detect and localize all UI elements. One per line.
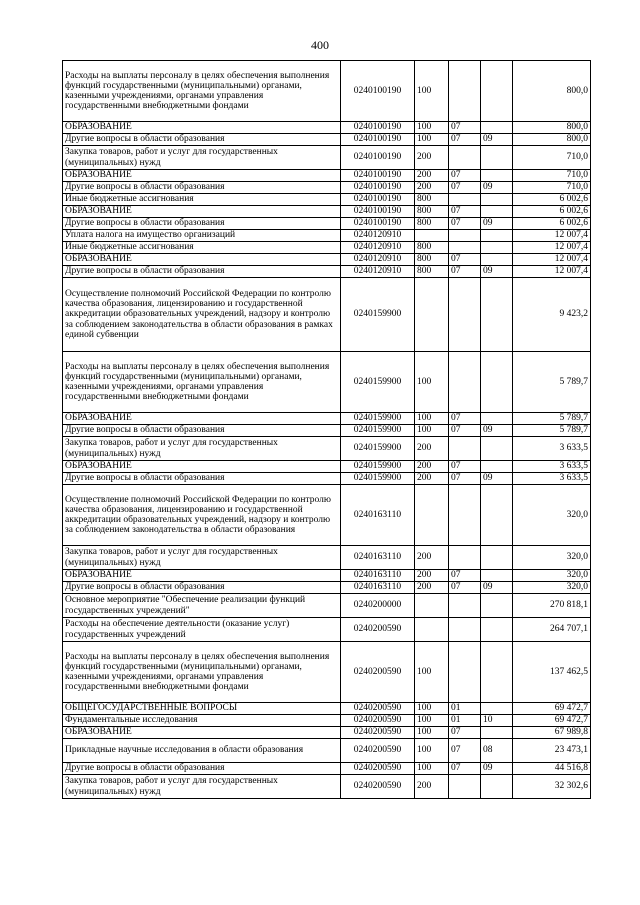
row-subsection xyxy=(481,413,513,425)
row-amount: 69 472,7 xyxy=(513,715,591,727)
row-subsection xyxy=(481,242,513,254)
table-row xyxy=(63,170,591,182)
row-expense-type: 800 xyxy=(415,218,449,230)
row-subsection xyxy=(481,206,513,218)
row-target-code: 0240100190 xyxy=(341,218,415,230)
row-amount: 270 818,1 xyxy=(513,594,591,618)
row-amount: 710,0 xyxy=(513,146,591,170)
row-subsection xyxy=(481,194,513,206)
row-section: 07 xyxy=(449,727,481,739)
row-name: Расходы на выплаты персоналу в целях обеспечения выполнения функций государственными (муниципальными) органами, казенными учреждениями, органами управления государственными внебюджетными фондами xyxy=(63,352,341,413)
row-section: 07 xyxy=(449,170,481,182)
row-section: 07 xyxy=(449,763,481,775)
row-expense-type: 200 xyxy=(415,170,449,182)
row-name: Осуществление полномочий Российской Федерации по контролю качества образования, лицензированию и государственной аккредитации образовательных учреждений, надзору и контролю за соблюдением законодательства в области образования в рамках единой субвенции xyxy=(63,278,341,352)
row-expense-type xyxy=(415,594,449,618)
row-subsection: 09 xyxy=(481,763,513,775)
row-name: Другие вопросы в области образования xyxy=(63,473,341,485)
row-expense-type: 100 xyxy=(415,715,449,727)
row-subsection: 09 xyxy=(481,266,513,278)
row-expense-type: 200 xyxy=(415,582,449,594)
table-row xyxy=(63,206,591,218)
row-amount: 6 002,6 xyxy=(513,206,591,218)
table-row xyxy=(63,122,591,134)
row-expense-type: 100 xyxy=(415,425,449,437)
row-name: Расходы на выплаты персоналу в целях обеспечения выполнения функций государственными (муниципальными) органами, казенными учреждениями, органами управления государственными внебюджетными фондами xyxy=(63,61,341,122)
row-expense-type xyxy=(415,485,449,546)
row-expense-type: 100 xyxy=(415,413,449,425)
row-subsection: 09 xyxy=(481,218,513,230)
row-target-code: 0240100190 xyxy=(341,182,415,194)
table-row xyxy=(63,461,591,473)
row-name: Другие вопросы в области образования xyxy=(63,134,341,146)
row-section: 07 xyxy=(449,461,481,473)
row-subsection: 09 xyxy=(481,582,513,594)
row-subsection xyxy=(481,170,513,182)
row-name: ОБРАЗОВАНИЕ xyxy=(63,254,341,266)
row-subsection xyxy=(481,546,513,570)
row-amount: 800,0 xyxy=(513,134,591,146)
row-amount: 32 302,6 xyxy=(513,775,591,799)
row-expense-type: 100 xyxy=(415,727,449,739)
row-expense-type: 100 xyxy=(415,703,449,715)
row-amount: 6 002,6 xyxy=(513,194,591,206)
row-section: 07 xyxy=(449,254,481,266)
row-name: Закупка товаров, работ и услуг для государственных (муниципальных) нужд xyxy=(63,146,341,170)
table-row xyxy=(63,485,591,546)
row-amount: 264 707,1 xyxy=(513,618,591,642)
table-row xyxy=(63,546,591,570)
row-subsection xyxy=(481,61,513,122)
row-name: Расходы на обеспечение деятельности (оказание услуг) государственных учреждений xyxy=(63,618,341,642)
row-subsection xyxy=(481,727,513,739)
row-name: Прикладные научные исследования в области образования xyxy=(63,739,341,763)
row-amount: 69 472,7 xyxy=(513,703,591,715)
row-target-code: 0240163110 xyxy=(341,582,415,594)
row-target-code: 0240159900 xyxy=(341,461,415,473)
row-subsection xyxy=(481,146,513,170)
row-expense-type: 800 xyxy=(415,194,449,206)
row-expense-type: 100 xyxy=(415,642,449,703)
row-target-code: 0240159900 xyxy=(341,278,415,352)
row-subsection xyxy=(481,642,513,703)
table-row xyxy=(63,352,591,413)
row-name: ОБРАЗОВАНИЕ xyxy=(63,206,341,218)
row-expense-type xyxy=(415,278,449,352)
row-section xyxy=(449,230,481,242)
row-amount: 12 007,4 xyxy=(513,266,591,278)
row-name: Другие вопросы в области образования xyxy=(63,182,341,194)
table-row xyxy=(63,134,591,146)
row-name: ОБРАЗОВАНИЕ xyxy=(63,461,341,473)
row-amount: 12 007,4 xyxy=(513,230,591,242)
row-target-code: 0240159900 xyxy=(341,352,415,413)
row-section xyxy=(449,352,481,413)
row-section xyxy=(449,775,481,799)
row-target-code: 0240200590 xyxy=(341,727,415,739)
row-amount: 6 002,6 xyxy=(513,218,591,230)
row-subsection xyxy=(481,437,513,461)
row-section: 07 xyxy=(449,206,481,218)
row-amount: 320,0 xyxy=(513,570,591,582)
row-target-code: 0240200000 xyxy=(341,594,415,618)
table-row xyxy=(63,242,591,254)
row-target-code: 0240200590 xyxy=(341,763,415,775)
row-target-code: 0240163110 xyxy=(341,485,415,546)
row-target-code: 0240200590 xyxy=(341,715,415,727)
row-subsection: 09 xyxy=(481,182,513,194)
table-row xyxy=(63,739,591,763)
row-amount: 9 423,2 xyxy=(513,278,591,352)
row-section: 07 xyxy=(449,134,481,146)
row-subsection xyxy=(481,461,513,473)
row-name: Уплата налога на имущество организаций xyxy=(63,230,341,242)
row-subsection xyxy=(481,570,513,582)
row-subsection xyxy=(481,254,513,266)
row-expense-type: 800 xyxy=(415,254,449,266)
row-expense-type xyxy=(415,230,449,242)
row-amount: 12 007,4 xyxy=(513,254,591,266)
row-name: Другие вопросы в области образования xyxy=(63,763,341,775)
table-row xyxy=(63,146,591,170)
row-section: 01 xyxy=(449,703,481,715)
row-name: Другие вопросы в области образования xyxy=(63,266,341,278)
row-target-code: 0240100190 xyxy=(341,122,415,134)
budget-table-body xyxy=(63,61,591,799)
row-expense-type: 100 xyxy=(415,122,449,134)
row-amount: 710,0 xyxy=(513,182,591,194)
row-target-code: 0240159900 xyxy=(341,473,415,485)
page-number: 400 xyxy=(311,38,329,52)
row-section: 07 xyxy=(449,413,481,425)
table-row xyxy=(63,437,591,461)
row-target-code: 0240159900 xyxy=(341,413,415,425)
row-amount: 320,0 xyxy=(513,485,591,546)
row-expense-type: 200 xyxy=(415,437,449,461)
budget-table xyxy=(62,60,591,799)
row-subsection xyxy=(481,485,513,546)
row-section: 07 xyxy=(449,739,481,763)
row-section xyxy=(449,194,481,206)
row-name: Фундаментальные исследования xyxy=(63,715,341,727)
row-section: 07 xyxy=(449,582,481,594)
row-section: 01 xyxy=(449,715,481,727)
row-section xyxy=(449,242,481,254)
table-row xyxy=(63,703,591,715)
table-row xyxy=(63,218,591,230)
row-expense-type: 800 xyxy=(415,206,449,218)
table-row xyxy=(63,254,591,266)
row-target-code: 0240163110 xyxy=(341,546,415,570)
row-expense-type: 200 xyxy=(415,546,449,570)
row-target-code: 0240200590 xyxy=(341,739,415,763)
table-row xyxy=(63,618,591,642)
row-expense-type: 200 xyxy=(415,461,449,473)
row-section xyxy=(449,146,481,170)
row-expense-type xyxy=(415,618,449,642)
row-expense-type: 200 xyxy=(415,473,449,485)
row-expense-type: 200 xyxy=(415,146,449,170)
row-subsection: 09 xyxy=(481,134,513,146)
row-target-code: 0240120910 xyxy=(341,266,415,278)
row-amount: 137 462,5 xyxy=(513,642,591,703)
row-section: 07 xyxy=(449,218,481,230)
row-section: 07 xyxy=(449,122,481,134)
row-target-code: 0240200590 xyxy=(341,642,415,703)
row-expense-type: 200 xyxy=(415,570,449,582)
table-row xyxy=(63,413,591,425)
row-subsection: 10 xyxy=(481,715,513,727)
row-expense-type: 800 xyxy=(415,266,449,278)
row-amount: 800,0 xyxy=(513,61,591,122)
row-name: ОБЩЕГОСУДАРСТВЕННЫЕ ВОПРОСЫ xyxy=(63,703,341,715)
row-subsection xyxy=(481,278,513,352)
row-section xyxy=(449,278,481,352)
row-amount: 67 989,8 xyxy=(513,727,591,739)
row-target-code: 0240120910 xyxy=(341,254,415,266)
row-target-code: 0240163110 xyxy=(341,570,415,582)
row-amount: 12 007,4 xyxy=(513,242,591,254)
row-target-code: 0240100190 xyxy=(341,170,415,182)
row-subsection xyxy=(481,122,513,134)
row-amount: 3 633,5 xyxy=(513,437,591,461)
row-amount: 710,0 xyxy=(513,170,591,182)
row-name: Закупка товаров, работ и услуг для государственных (муниципальных) нужд xyxy=(63,775,341,799)
row-name: ОБРАЗОВАНИЕ xyxy=(63,727,341,739)
row-expense-type: 100 xyxy=(415,134,449,146)
table-row xyxy=(63,473,591,485)
row-name: Другие вопросы в области образования xyxy=(63,425,341,437)
row-name: Другие вопросы в области образования xyxy=(63,582,341,594)
row-name: Осуществление полномочий Российской Федерации по контролю качества образования, лицензированию и государственной аккредитации образовательных учреждений, надзору и контролю за соблюдением законодательства в области образования xyxy=(63,485,341,546)
table-row xyxy=(63,642,591,703)
row-name: Другие вопросы в области образования xyxy=(63,218,341,230)
row-section xyxy=(449,618,481,642)
row-target-code: 0240200590 xyxy=(341,703,415,715)
row-name: Иные бюджетные ассигнования xyxy=(63,242,341,254)
row-name: ОБРАЗОВАНИЕ xyxy=(63,122,341,134)
table-row xyxy=(63,763,591,775)
table-row xyxy=(63,194,591,206)
table-row xyxy=(63,775,591,799)
row-section xyxy=(449,61,481,122)
row-expense-type: 100 xyxy=(415,739,449,763)
row-section xyxy=(449,594,481,618)
row-section: 07 xyxy=(449,570,481,582)
row-target-code: 0240100190 xyxy=(341,194,415,206)
row-section xyxy=(449,642,481,703)
table-row xyxy=(63,230,591,242)
row-expense-type: 800 xyxy=(415,242,449,254)
row-amount: 5 789,7 xyxy=(513,425,591,437)
row-section xyxy=(449,437,481,461)
row-amount: 320,0 xyxy=(513,582,591,594)
row-subsection xyxy=(481,594,513,618)
table-row xyxy=(63,278,591,352)
row-target-code: 0240100190 xyxy=(341,146,415,170)
row-amount: 320,0 xyxy=(513,546,591,570)
row-target-code: 0240200590 xyxy=(341,618,415,642)
row-amount: 3 633,5 xyxy=(513,473,591,485)
row-name: Закупка товаров, работ и услуг для государственных (муниципальных) нужд xyxy=(63,546,341,570)
table-row xyxy=(63,182,591,194)
row-subsection xyxy=(481,703,513,715)
row-target-code: 0240159900 xyxy=(341,425,415,437)
row-name: ОБРАЗОВАНИЕ xyxy=(63,570,341,582)
row-name: ОБРАЗОВАНИЕ xyxy=(63,170,341,182)
table-row xyxy=(63,715,591,727)
table-row xyxy=(63,425,591,437)
row-name: Расходы на выплаты персоналу в целях обеспечения выполнения функций государственными (муниципальными) органами, казенными учреждениями, органами управления государственными внебюджетными фондами xyxy=(63,642,341,703)
row-expense-type: 200 xyxy=(415,775,449,799)
row-section: 07 xyxy=(449,473,481,485)
row-expense-type: 100 xyxy=(415,763,449,775)
row-amount: 3 633,5 xyxy=(513,461,591,473)
row-name: Закупка товаров, работ и услуг для государственных (муниципальных) нужд xyxy=(63,437,341,461)
row-target-code: 0240120910 xyxy=(341,242,415,254)
row-section: 07 xyxy=(449,425,481,437)
row-subsection: 08 xyxy=(481,739,513,763)
row-subsection xyxy=(481,775,513,799)
row-subsection: 09 xyxy=(481,425,513,437)
row-amount: 800,0 xyxy=(513,122,591,134)
table-row xyxy=(63,727,591,739)
row-name: Основное мероприятие "Обеспечение реализации функций государственных учреждений" xyxy=(63,594,341,618)
table-row xyxy=(63,266,591,278)
row-section xyxy=(449,485,481,546)
row-section: 07 xyxy=(449,182,481,194)
row-amount: 44 516,8 xyxy=(513,763,591,775)
row-amount: 5 789,7 xyxy=(513,352,591,413)
row-name: Иные бюджетные ассигнования xyxy=(63,194,341,206)
row-target-code: 0240100190 xyxy=(341,206,415,218)
table-row xyxy=(63,582,591,594)
row-target-code: 0240200590 xyxy=(341,775,415,799)
row-subsection: 09 xyxy=(481,473,513,485)
row-subsection xyxy=(481,352,513,413)
row-expense-type: 100 xyxy=(415,61,449,122)
row-target-code: 0240100190 xyxy=(341,134,415,146)
row-name: ОБРАЗОВАНИЕ xyxy=(63,413,341,425)
row-section xyxy=(449,546,481,570)
row-expense-type: 200 xyxy=(415,182,449,194)
row-target-code: 0240159900 xyxy=(341,437,415,461)
row-subsection xyxy=(481,230,513,242)
row-amount: 23 473,1 xyxy=(513,739,591,763)
row-target-code: 0240120910 xyxy=(341,230,415,242)
table-row xyxy=(63,61,591,122)
row-subsection xyxy=(481,618,513,642)
row-amount: 5 789,7 xyxy=(513,413,591,425)
row-target-code: 0240100190 xyxy=(341,61,415,122)
row-section: 07 xyxy=(449,266,481,278)
table-row xyxy=(63,570,591,582)
row-expense-type: 100 xyxy=(415,352,449,413)
table-row xyxy=(63,594,591,618)
